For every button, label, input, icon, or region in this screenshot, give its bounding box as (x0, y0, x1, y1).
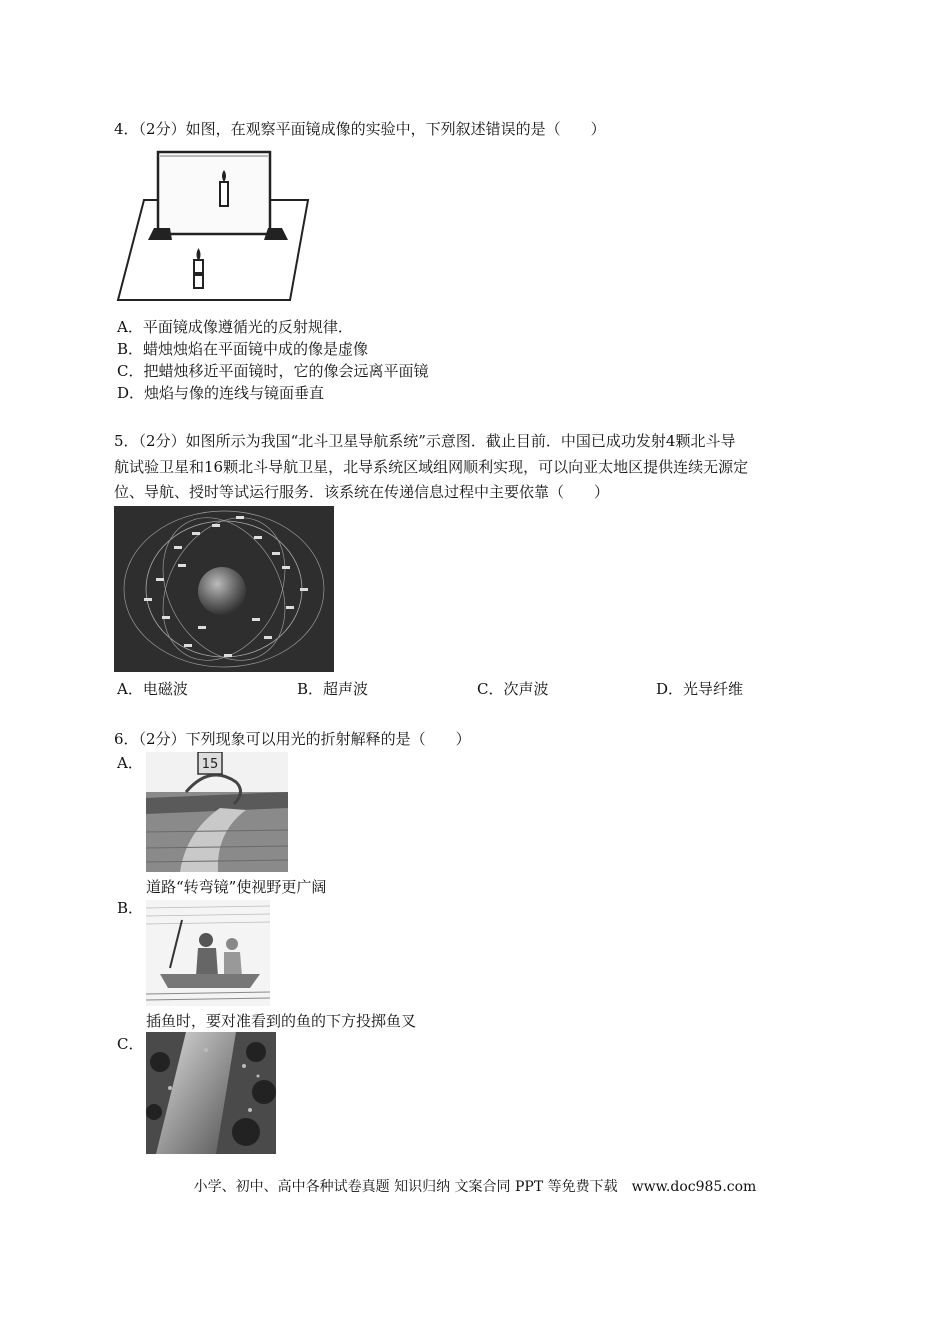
page-footer: 小学、初中、高中各种试卷真题 知识归纳 文案合同 PPT 等免费下载 www.doc985.com (193, 1179, 757, 1195)
q4-option-a: A．平面镜成像遵循光的反射规律． (117, 318, 353, 336)
road-convex-mirror-image (146, 752, 288, 872)
q4-option-b: B．蜡烛烛焰在平面镜中成的像是虚像 (117, 340, 369, 358)
q5-option-b: B．超声波 (297, 680, 369, 698)
fishing-spear-image (146, 900, 270, 1006)
q5-stem-line-2: 航试验卫星和16颗北斗导航卫星，北导系统区域组网顺利实现，可以向亚太地区提供连续无源定 (114, 458, 749, 476)
q6-option-b-caption: 插鱼时，要对准看到的鱼的下方投掷鱼叉 (146, 1012, 417, 1030)
q5-option-a: A．电磁波 (117, 680, 188, 698)
q5-stem-line-3: 位、导航、授时等试运行服务．该系统在传递信息过程中主要依靠（ ） (114, 483, 610, 501)
q5-option-c: C．次声波 (477, 680, 549, 698)
q6-stem: 6．（2分）下列现象可以用光的折射解释的是（ ） (114, 730, 471, 748)
q6-option-b-label: B． (117, 899, 144, 917)
plane-mirror-figure (114, 148, 314, 306)
q6-option-a-caption: 道路“转弯镜”使视野更广阔 (146, 878, 327, 896)
q6-option-c-label: C． (117, 1035, 144, 1053)
road-sign-number: 15 (201, 757, 219, 772)
q4-option-d: D．烛焰与像的连线与镜面垂直 (117, 384, 325, 402)
light-beam-forest-image (146, 1032, 276, 1154)
q5-stem-line-1: 5．（2分）如图所示为我国“北斗卫星导航系统”示意图．截止目前．中国已成功发射4颗北斗导 (114, 432, 736, 450)
q4-option-c: C．把蜡烛移近平面镜时，它的像会远离平面镜 (117, 362, 429, 380)
q4-stem: 4．（2分）如图，在观察平面镜成像的实验中，下列叙述错误的是（ ） (114, 120, 606, 138)
q6-option-a-label: A． (117, 754, 143, 772)
beidou-satellite-figure (114, 506, 334, 672)
q5-option-d: D．光导纤维 (656, 680, 744, 698)
